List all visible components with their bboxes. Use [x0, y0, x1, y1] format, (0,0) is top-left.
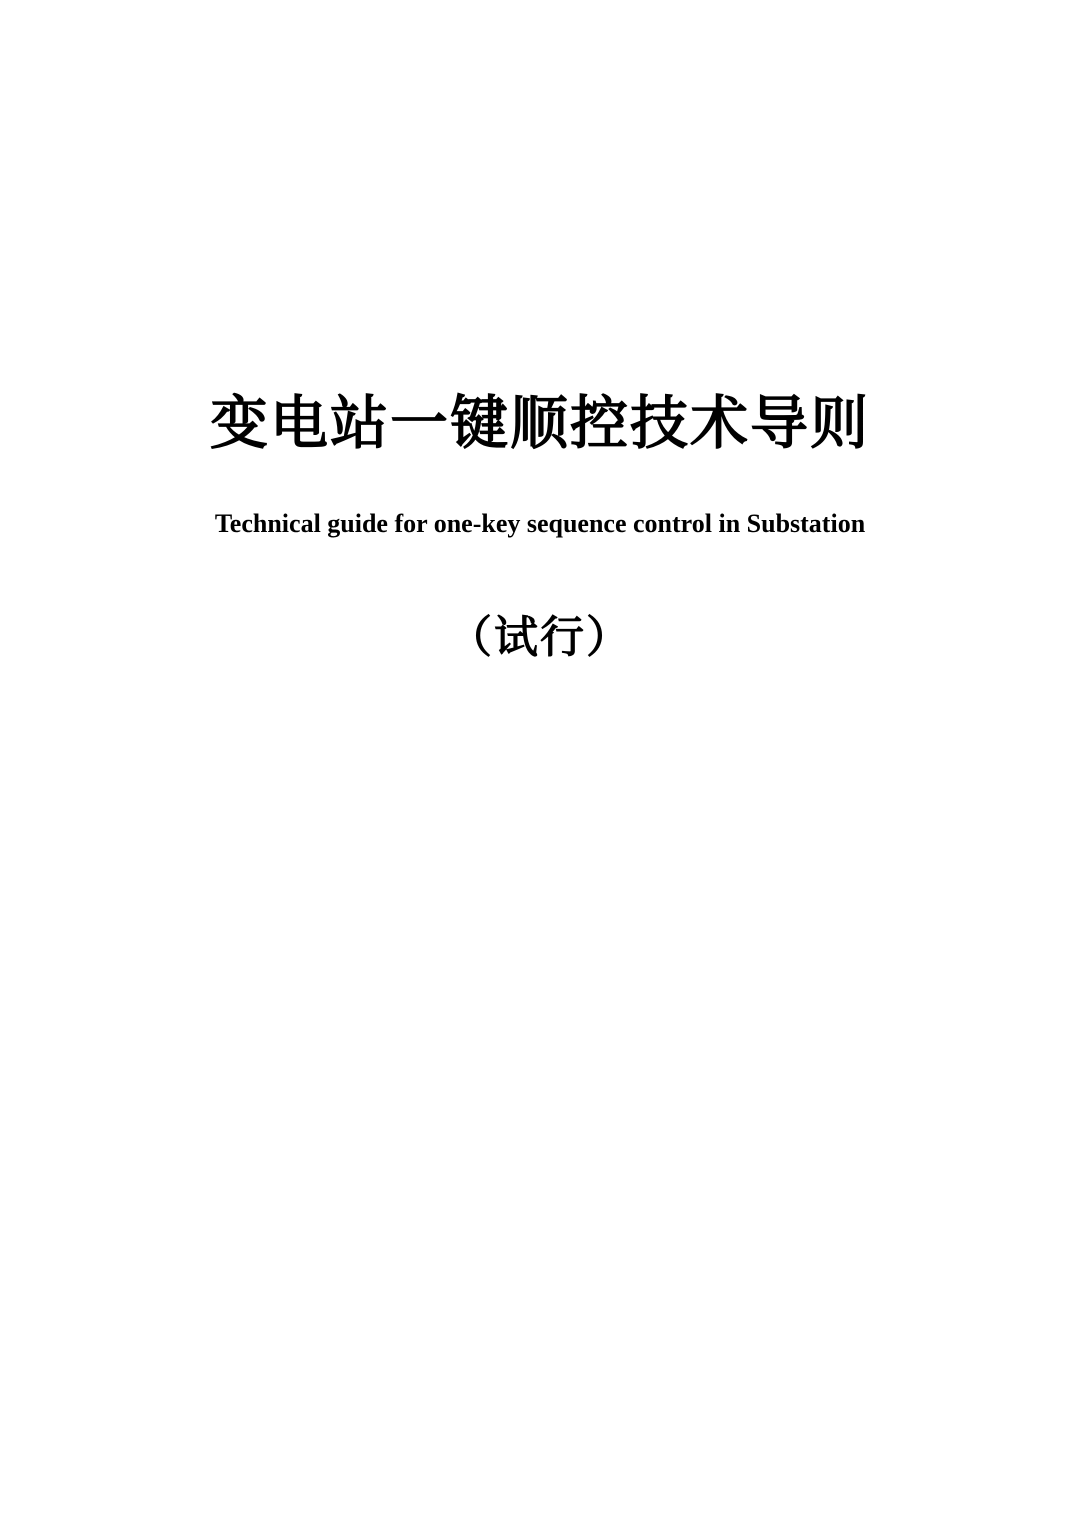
document-title-chinese: 变电站一键顺控技术导则 [209, 389, 870, 457]
document-subtitle-chinese: （试行） [448, 611, 632, 663]
document-title-english: Technical guide for one-key sequence control in Substation [214, 508, 866, 538]
title-block [0, 390, 1080, 665]
